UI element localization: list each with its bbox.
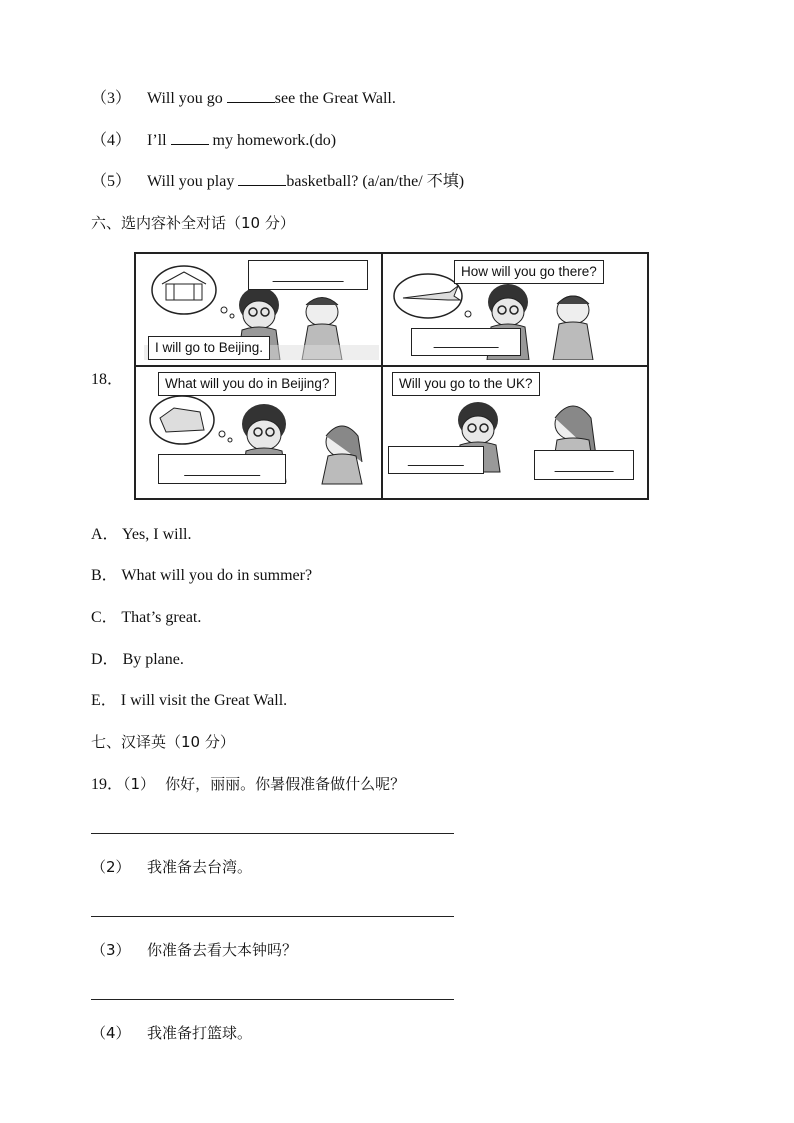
item-number: （4） [91,1024,131,1042]
panel-3-empty-bubble[interactable] [158,454,286,484]
option-b [91,566,312,586]
item-number: （5） [91,173,132,190]
option-text: That’s great. [121,609,202,626]
item-number: （3） [91,941,131,959]
option-a [91,525,191,545]
item-text: 你好，丽丽。你暑假准备做什么呢？ [165,775,406,793]
panel-1-bubble: I will go to Beijing. [148,336,270,360]
option-d [91,650,184,670]
item-text-before: I’ll [147,132,167,149]
option-letter: A． [91,526,119,543]
answer-line-1[interactable] [91,833,454,834]
question-19-number: 19． [91,776,124,793]
item-text-before: Will you play [147,173,235,190]
translation-item-2 [91,857,252,878]
panel-2-empty-bubble[interactable] [411,328,521,356]
option-letter: D． [91,651,119,668]
panel-4-empty-bubble-right[interactable] [534,450,634,480]
item-text-after: see the Great Wall. [274,90,396,107]
option-letter: B． [91,567,118,584]
panel-3-bubble: What will you do in Beijing? [158,372,336,396]
panel-2-bubble: How will you go there? [454,260,604,284]
option-text: Yes, I will. [121,526,192,543]
panel-4-empty-bubble-left[interactable] [388,446,484,474]
answer-line-2[interactable] [91,916,454,917]
translation-item-1 [91,774,405,795]
item-text: 我准备打篮球。 [147,1024,253,1042]
option-letter: E． [91,692,117,709]
item-number: （4） [91,132,132,149]
item-text-before: Will you go [147,90,223,107]
panel-4-bubble: Will you go to the UK? [392,372,540,396]
dialogue-comic [134,252,649,500]
option-e [91,691,287,711]
section-7-title: 七、汉译英（10 分） [91,733,235,751]
panel-divider-horizontal [136,365,647,367]
item-number: （2） [91,858,131,876]
question-18-number: 18． [91,371,124,388]
section-6-title: 六、选内容补全对话（10 分） [91,214,295,232]
translation-item-4 [91,1023,252,1044]
answer-line-3[interactable] [91,999,454,1000]
panel-divider-vertical [381,254,383,498]
item-text: 我准备去台湾。 [147,858,253,876]
item-text-after: basketball? (a/an/the/ 不填) [286,173,465,190]
item-number: （3） [91,90,132,107]
answer-blank[interactable] [227,88,275,103]
item-number: （1） [123,775,156,793]
fill-blank-item-4 [91,130,336,151]
answer-blank[interactable] [238,171,286,186]
option-letter: C． [91,609,118,626]
answer-blank[interactable] [171,130,209,145]
option-c [91,608,201,628]
item-text: 你准备去看大本钟吗？ [147,941,298,959]
translation-item-3 [91,940,297,961]
item-text-after: my homework.(do) [212,132,337,149]
fill-blank-item-3 [91,88,396,109]
panel-1-empty-bubble[interactable] [248,260,368,290]
option-text: I will visit the Great Wall. [120,692,288,709]
option-text: By plane. [122,651,184,668]
fill-blank-item-5 [91,171,464,192]
option-text: What will you do in summer? [121,567,313,584]
